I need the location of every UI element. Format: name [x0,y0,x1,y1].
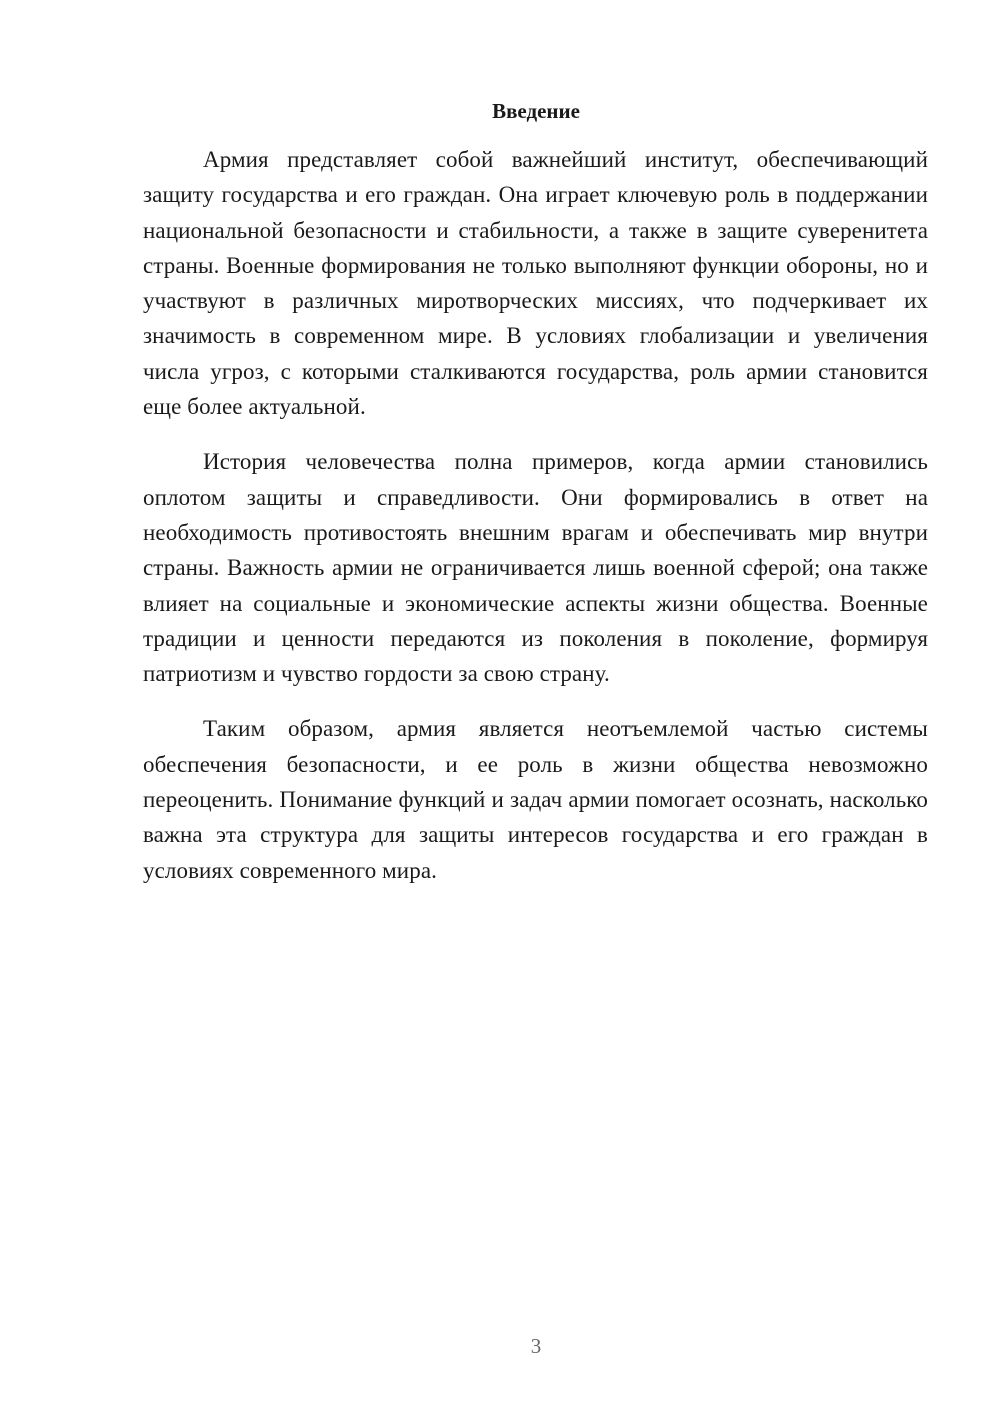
paragraph-3: Таким образом, армия является неотъемлемой частью системы обеспечения безопасности, и ее роль в жизни общества невозможно переоценить. Понимание функций и задач армии помогает осознать, насколько важна эта структура для защиты интересов государства и его граждан в условиях современного мира. [143,716,928,883]
body-text [143,142,928,908]
paragraph-1: Армия представляет собой важнейший институт, обеспечивающий защиту государства и его граждан. Она играет ключевую роль в поддержании национальной безопасности и стабильности, а также в защите суверенитета страны. Военные формирования не только выполняют функции обороны, но и участвуют в различных миротворческих миссиях, что подчеркивает их значимость в современном мире. В условиях глобализации и увеличения числа угроз, с которыми сталкиваются государства, роль армии становится еще более актуальной. [143,147,928,420]
page-number: 3 [530,1334,542,1358]
paragraph-2: История человечества полна примеров, когда армии становились оплотом защиты и справедливости. Они формировались в ответ на необходимость противостоять внешним врагам и обеспечивать мир внутри страны. Важность армии не ограничивается лишь военной сферой; она также влияет на социальные и экономические аспекты жизни общества. Военные традиции и ценности передаются из поколения в поколение, формируя патриотизм и чувство гордости за свою страну. [143,449,928,687]
page-title: Введение [492,99,580,123]
